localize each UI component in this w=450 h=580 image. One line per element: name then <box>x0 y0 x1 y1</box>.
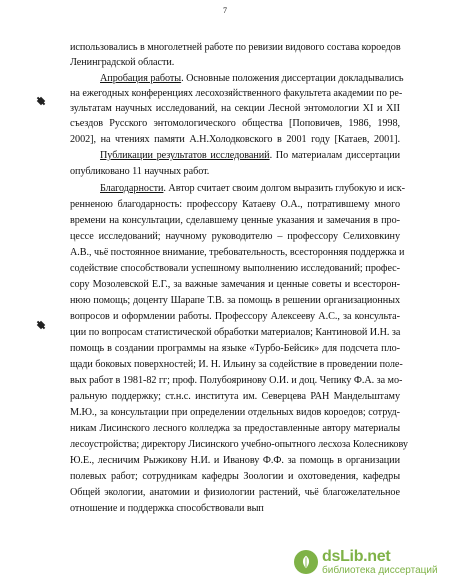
text-line: на ежегодных конференциях лесохозяйственного факультета академии по ре- <box>70 88 403 99</box>
text-line: цессе исследований; научному руководителю – профессору Селиховкину <box>70 231 400 242</box>
text-line: М.Ю., за консультации при определении отдельных видов короедов; сотруд- <box>70 407 400 418</box>
watermark-brand: dsLib.net <box>322 547 391 565</box>
text-line: сору Мозолевской Е.Г., за важные замечания и ценные советы и всесторон- <box>70 279 400 290</box>
text-line: ральную поддержку; ст.н.с. института им. Северцева РАН Мандельштаму <box>70 391 400 402</box>
heading-line-aprobation <box>100 73 404 85</box>
margin-mark <box>37 321 45 329</box>
text-line: зультатам научных исследований, на секции Лесной энтомологии XI и XII <box>70 103 400 114</box>
text-line: использовались в многолетней работе по ревизии видового состава короедов <box>70 42 401 53</box>
text-line: А.В., чьё постоянное внимание, требовательность, всесторонняя поддержка и <box>70 247 405 258</box>
text-line: помощь в создании программы на языке «Турбо-Бейсик» для подсчета пло- <box>70 343 400 354</box>
text-line: ренненою благодарность: профессору Катаеву О.А., потратившему много <box>70 199 400 210</box>
text-line: Ленинградской области. <box>70 57 175 68</box>
text-line: щади боковых поверхностей; И. Н. Ильину за содействие в проведении поле- <box>70 359 403 370</box>
text-line: Общей экологии, анатомии и физиологии растений, чьё благожелательное <box>70 487 400 498</box>
text-line: ции по вопросам статистической обработки материалов; Кантиновой И.Н. за <box>70 327 401 338</box>
leaf-icon <box>297 553 315 571</box>
dslib-logo-icon <box>294 550 318 574</box>
watermark <box>294 548 444 576</box>
text-line: опубликовано 11 научных работ. <box>70 166 210 177</box>
page-number: 7 <box>223 6 227 15</box>
text-line: полевых работ; сотрудникам кафедры Зоологии и охотоведения, кафедры <box>70 471 400 482</box>
text-line: отношение и поддержка способствовали вып <box>70 503 264 514</box>
text-line: времени на консультации, сделавшему ценные указания и замечания в про- <box>70 215 400 226</box>
heading-line-thanks <box>100 183 405 195</box>
watermark-subtitle: библиотека диссертаций <box>322 564 438 576</box>
text-line: нюю помощь; доценту Шарапе Т.В. за помощь в решении организационных <box>70 295 400 306</box>
text-line: никам Лисинского лесного колледжа за предоставленные автору материалы <box>70 423 400 434</box>
heading-publications: Публикации результатов исследований <box>100 150 270 161</box>
text-line: 2002], на чтениях памяти А.Н.Холодковского в 2001 году [Катаев, 2001]. <box>70 134 400 145</box>
heading-rest: . По материалам диссертации <box>269 150 400 161</box>
text-line: лесоустройства; директору Лисинского учебно-опытного лесхоза Колесникову <box>70 439 408 450</box>
heading-thanks: Благодарности <box>100 183 164 194</box>
text-line: съездов Русского энтомологического общества [Поповичев, 1986, 1998, <box>70 118 400 129</box>
text-line: Ю.Е., лесничим Рыжикову Н.И. и Иванову Ф.Ф. за помощь в организации <box>70 455 400 466</box>
heading-line-publications <box>100 150 400 162</box>
text-line: содействие способствовали успешному выполнению исследований; профес- <box>70 263 400 274</box>
heading-rest: . Автор считает своим долгом выразить глубокую и иск- <box>163 183 405 194</box>
text-line: вых работ в 1981-82 гг; проф. Полубояринову О.И. и доц. Чепику Ф.А. за мо- <box>70 375 403 386</box>
text-line: вопросов и оформлении работы. Профессору Алексееву А.С., за консульта- <box>70 311 400 322</box>
heading-aprobation: Апробация работы <box>100 73 182 84</box>
margin-mark <box>37 97 45 105</box>
heading-rest: . Основные положения диссертации докладывались <box>181 73 404 84</box>
